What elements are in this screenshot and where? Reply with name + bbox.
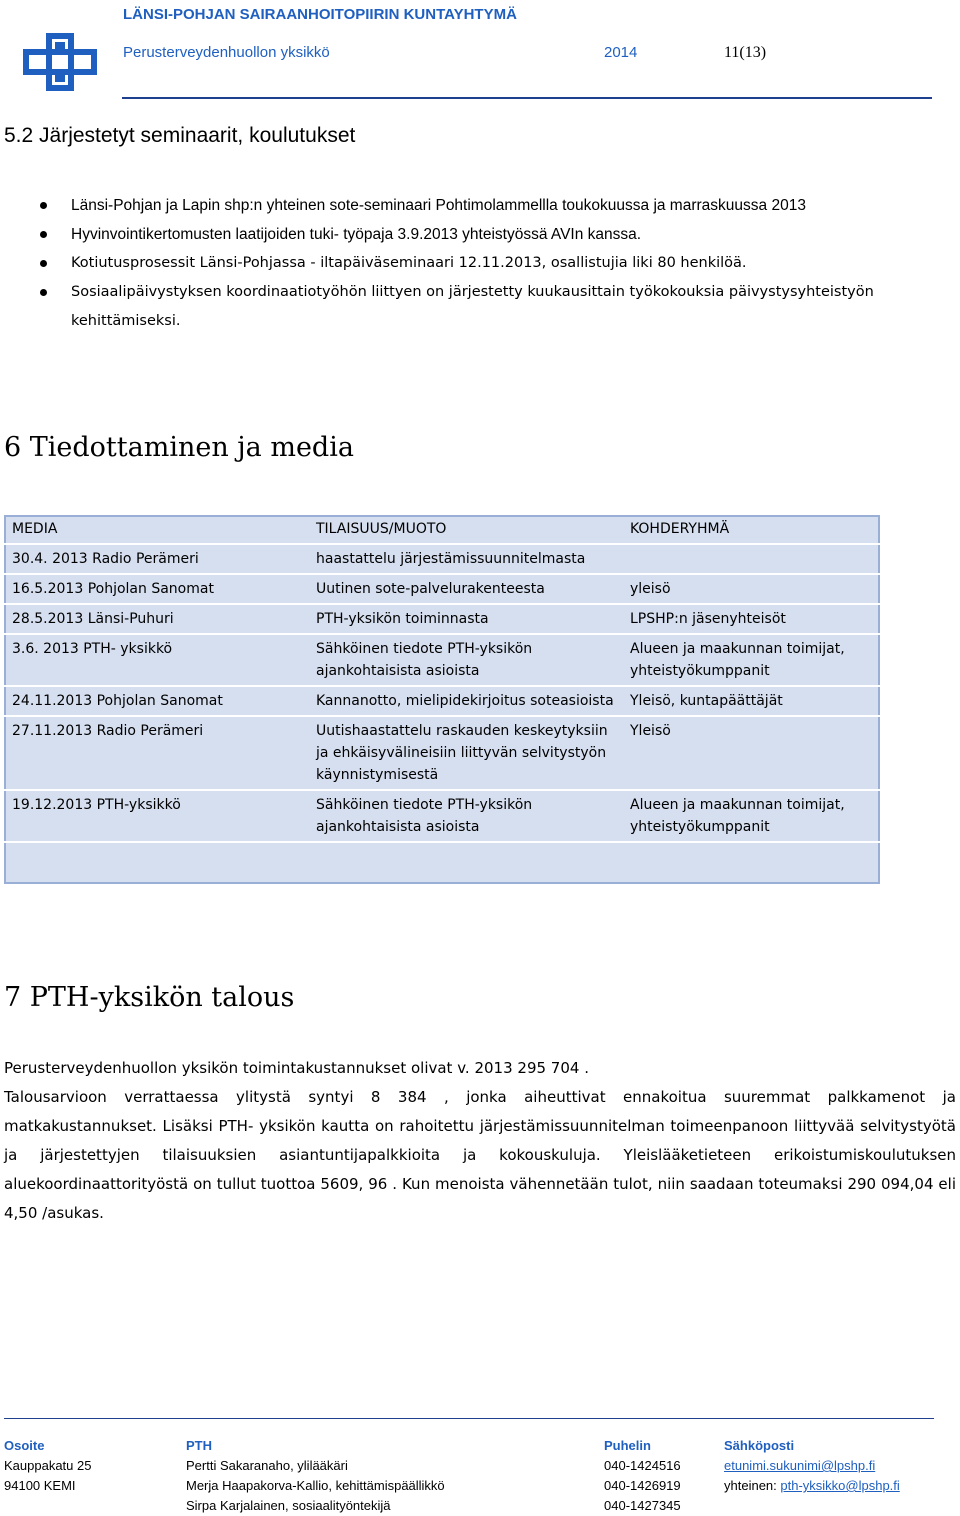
table-row [4, 574, 880, 604]
table-cell: 3.6. 2013 PTH- yksikkö [4, 634, 308, 686]
table-cell: 19.12.2013 PTH-yksikkö [4, 790, 308, 842]
table-row [4, 544, 880, 574]
table-cell: 28.5.2013 Länsi-Puhuri [4, 604, 308, 634]
table-cell: Alueen ja maakunnan toimijat, yhteistyökumppanit [622, 790, 880, 842]
organization-name: LÄNSI-POHJAN SAIRAANHOITOPIIRIN KUNTAYHTYMÄ [123, 6, 517, 23]
table-cell: Uutinen sote-palvelurakenteesta [308, 574, 622, 604]
table-row [4, 716, 880, 790]
footer-email-heading: Sähköposti [724, 1438, 795, 1453]
table-cell: haastattelu järjestämissuunnitelmasta [308, 544, 622, 574]
table-cell: Uutishaastattelu raskauden keskeytyksiin ja ehkäisyvälineisiin liittyvän selvitystyön käynnistymisestä [308, 716, 622, 790]
column-header-event: TILAISUUS/MUOTO [308, 515, 622, 544]
table-cell: Alueen ja maakunnan toimijat, yhteistyökumppanit [622, 634, 880, 686]
table-row [4, 634, 880, 686]
table-cell: Yleisö, kuntapäättäjät [622, 686, 880, 716]
footer-pth-heading: PTH [186, 1438, 212, 1453]
bullet-icon [40, 289, 47, 296]
hospital-district-logo [22, 33, 98, 96]
section-7-title: 7 PTH-yksikön talous [4, 982, 295, 1013]
table-cell: 30.4. 2013 Radio Perämeri [4, 544, 308, 574]
footer-phone-number: 040-1427345 [604, 1498, 681, 1513]
document-year: 2014 [604, 44, 638, 61]
footer-pth [186, 1436, 445, 1516]
page-number: 11(13) [724, 44, 767, 61]
section-6-title: 6 Tiedottaminen ja media [4, 432, 354, 463]
list-item: Kotiutusprosessit Länsi-Pohjassa - iltapäiväseminaari 12.11.2013, osallistujia liki 80 henkilöä. [40, 249, 940, 278]
footer-phone-heading: Puhelin [604, 1438, 651, 1453]
table-row [4, 686, 880, 716]
table-cell: 16.5.2013 Pohjolan Sanomat [4, 574, 308, 604]
table-cell: yleisö [622, 574, 880, 604]
footer-address-city: 94100 KEMI [4, 1478, 76, 1493]
column-header-audience: KOHDERYHMÄ [622, 515, 880, 544]
header-divider [122, 97, 932, 99]
media-table [4, 515, 880, 843]
table-header-row [4, 515, 880, 544]
footer-phone [604, 1436, 681, 1516]
costs-paragraph: Perusterveydenhuollon yksikön toimintakustannukset olivat v. 2013 295 704 . [4, 1059, 589, 1077]
unit-name: Perusterveydenhuollon yksikkö [123, 44, 330, 61]
list-item: Sosiaalipäivystyksen koordinaatiotyöhön liittyen on järjestetty kuukausittain työkokouksia päivystysyhteistyön kehittämiseksi. [40, 278, 940, 336]
footer-pth-person: Sirpa Karjalainen, sosiaalityöntekijä [186, 1498, 391, 1513]
table-cell: PTH-yksikön toiminnasta [308, 604, 622, 634]
table-cell: Yleisö [622, 716, 880, 790]
list-item: Hyvinvointikertomusten laatijoiden tuki- työpaja 3.9.2013 yhteistyössä AVIn kanssa. [40, 220, 940, 249]
footer-address-street: Kauppakatu 25 [4, 1458, 92, 1473]
email-link[interactable]: etunimi.sukunimi@lpshp.fi [724, 1458, 876, 1473]
table-cell: 24.11.2013 Pohjolan Sanomat [4, 686, 308, 716]
list-item: Länsi-Pohjan ja Lapin shp:n yhteinen sote-seminaari Pohtimolammellla toukokuussa ja marraskuussa 2013 [40, 191, 940, 220]
footer-pth-person: Pertti Sakaranaho, ylilääkäri [186, 1458, 348, 1473]
table-cell: Sähköinen tiedote PTH-yksikön ajankohtaisista asioista [308, 790, 622, 842]
bullet-icon [40, 202, 47, 209]
column-header-media: MEDIA [4, 515, 308, 544]
table-row [4, 790, 880, 842]
table-cell [622, 544, 880, 574]
section-5-2-title: 5.2 Järjestetyt seminaarit, koulutukset [4, 124, 356, 147]
seminar-list [40, 191, 940, 336]
table-cell: Sähköinen tiedote PTH-yksikön ajankohtaisista asioista [308, 634, 622, 686]
bullet-icon [40, 231, 47, 238]
shared-email-label: yhteinen: [724, 1478, 781, 1493]
footer-email [724, 1436, 900, 1496]
footer-address-heading: Osoite [4, 1438, 45, 1453]
footer-phone-number: 040-1426919 [604, 1478, 681, 1493]
footer-pth-person: Merja Haapakorva-Kallio, kehittämispäällikkö [186, 1478, 445, 1493]
table-row [4, 604, 880, 634]
footer-phone-number: 040-1424516 [604, 1458, 681, 1473]
budget-paragraph: Talousarvioon verrattaessa ylitystä syntyi 8 384 , jonka aiheuttivat ennakoitua suuremmat palkkamenot ja matkakustannukset. Lisäksi PTH- yksikön kautta on rahoitettu järjestämissuunnitelman toimeenpanoon liittyvää selvitystyötä ja järjestettyjen tilaisuuksien asiantuntijapalkkioita ja kokouskuluja. Yleislääketieteen erikoistumiskoulutuksen aluekoordinaattorityöstä on tullut tuottoa 5609, 96 . Kun menoista vähennetään tulot, niin saadaan toteumaksi 290 094,04 eli 4,50 /asukas. [4, 1088, 956, 1222]
shared-email-link[interactable]: pth-yksikko@lpshp.fi [780, 1478, 900, 1493]
footer-address [4, 1436, 91, 1496]
table-cell: Kannanotto, mielipidekirjoitus soteasioista [308, 686, 622, 716]
bullet-icon [40, 260, 47, 267]
table-cell: LPSHP:n jäsenyhteisöt [622, 604, 880, 634]
table-cell: 27.11.2013 Radio Perämeri [4, 716, 308, 790]
footer-divider [4, 1418, 934, 1419]
